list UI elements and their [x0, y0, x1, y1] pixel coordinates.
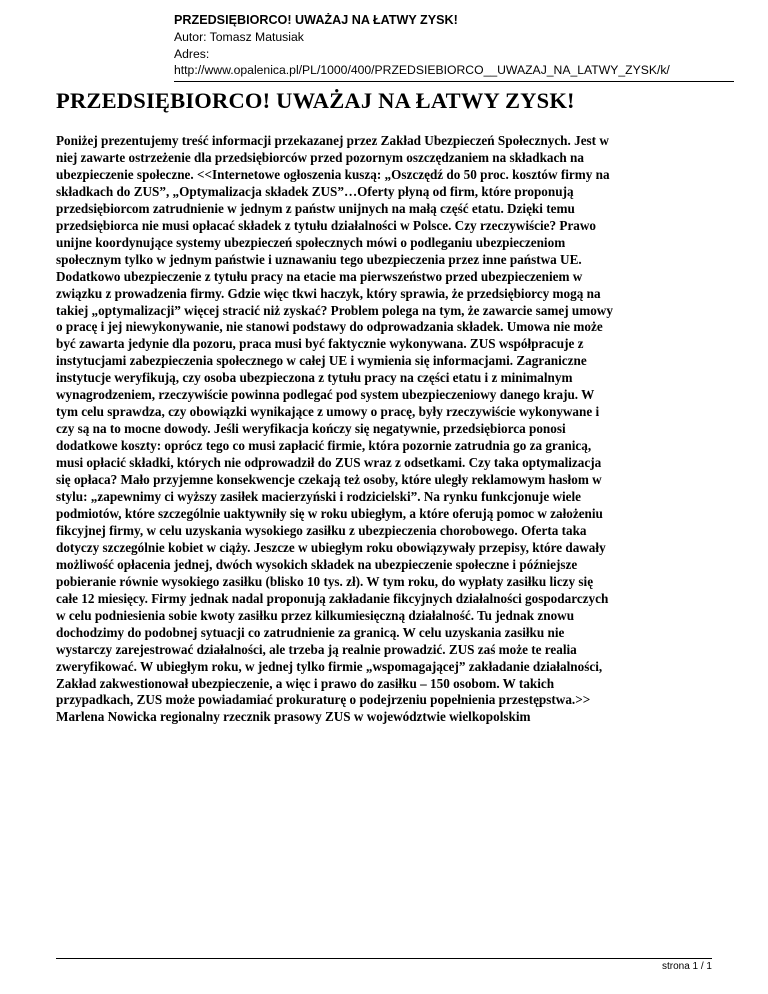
- article-line: wystarczy zarejestrować działalności, ale trzeba ją realnie prowadzić. ZUS zaś może te realia: [56, 641, 577, 657]
- article-line: całe 12 miesięcy. Firmy jednak nadal proponują zakładanie fikcyjnych działalności gospodarczych: [56, 590, 609, 606]
- article-line: tym celu sprawdza, czy obowiązki wynikające z umowy o pracę, były rzeczywiście wykonywane i: [56, 404, 600, 420]
- article-line: instytucjami zabezpieczenia społecznego w całej UE i wymienia się informacjami. Zagraniczne: [56, 353, 587, 369]
- article-line: Zakład zakwestionował ubezpieczenie, a więc i prawo do zasiłku – 150 osobom. W takich: [56, 675, 555, 691]
- article-line: niej zawarte ostrzeżenie dla przedsiębiorców przed pozornym oszczędzaniem na składkach na: [56, 149, 584, 165]
- article-line: fikcyjnej firmy, w celu uzyskania wysokiego zasiłku z ubezpieczenia chorobowego. Oferta taka: [56, 522, 587, 538]
- article-line: ubezpieczenie społeczne. <<Internetowe ogłoszenia kuszą: „Oszczędź do 50 proc. kosztów firmy na: [56, 166, 610, 182]
- document-header: [174, 12, 734, 82]
- article-line: pobieranie równie wysokiego zasiłku (blisko 10 tys. zł). W tym roku, do wypłaty zasiłku liczy się: [56, 573, 594, 589]
- header-address-label: Adres:: [174, 46, 210, 61]
- article-line: dotyczy szczególnie kobiet w ciąży. Jeszcze w ubiegłym roku obowiązywały przepisy, które dawały: [56, 539, 606, 555]
- article-line: w celu podniesienia sobie kwoty zasiłku przez kilkumiesięczną działalność. Tu jednak znowu: [56, 607, 575, 623]
- footer-divider: [56, 958, 712, 959]
- article-line: możliwość opłacenia jednej, dwóch wysokich składek na ubezpieczenie społeczne i późniejsze: [56, 556, 578, 572]
- article-line: stylu: „zapewnimy ci wyższy zasiłek macierzyński i rodzicielski”. Na rynku funkcjonuje wiele: [56, 489, 582, 505]
- article-line: Poniżej prezentujemy treść informacji przekazanej przez Zakład Ubezpieczeń Społecznych. Jest w: [56, 133, 609, 148]
- header-url[interactable]: http://www.opalenica.pl/PL/1000/400/PRZEDSIEBIORCO__UWAZAJ_NA_LATWY_ZYSK/k/: [174, 63, 670, 78]
- header-author: Autor: Tomasz Matusiak: [174, 29, 304, 44]
- article-line: musi opłacić składki, których nie odprowadził do ZUS wraz z odsetkami. Czy taka optymalizacja: [56, 455, 602, 471]
- header-title: PRZEDSIĘBIORCO! UWAŻAJ NA ŁATWY ZYSK!: [174, 13, 458, 27]
- article-line: Dodatkowo ubezpieczenie z tytułu pracy na etacie ma pierwszeństwo przed ubezpieczeniem w: [56, 268, 583, 284]
- article-line: przedsiębiorca nie musi opłacać składek z tytułu działalności w Polsce. Czy rzeczywiście? Prawo: [56, 217, 597, 233]
- article-line: o pracę i jej niewykonywanie, nie stanowi podstawy do odprowadzania składek. Umowa nie może: [56, 319, 603, 335]
- article-line: przedsiębiorcom zatrudnienie w jednym z państw unijnych na małą część etatu. Dzięki temu: [56, 200, 575, 216]
- article-line: związku z prowadzenia firmy. Gdzie więc tkwi haczyk, który sprawia, że przedsiębiorcy mogą na: [56, 285, 601, 301]
- article-line: się opłaca? Mało przyjemne konsekwencje czekają też osoby, które uległy reklamowym hasłom w: [56, 472, 602, 488]
- article-line: podmiotów, które szczególnie uaktywniły się w roku ubiegłym, a które oferują pomoc w założeniu: [56, 505, 603, 521]
- article-line: takiej „optymalizacji” więcej stracić niż zyskać? Problem polega na tym, że zawarcie samej umowy: [56, 302, 613, 318]
- article-line: zweryfikować. W ubiegłym roku, w jednej tylko firmie „wspomagającej” zakładanie działalności,: [56, 658, 603, 674]
- article-line: Marlena Nowicka regionalny rzecznik prasowy ZUS w województwie wielkopolskim: [56, 709, 531, 725]
- article-line: dochodzimy do podobnej sytuacji co zatrudnienie za granicą. W celu uzyskania zasiłku nie: [56, 624, 565, 640]
- article-title: PRZEDSIĘBIORCO! UWAŻAJ NA ŁATWY ZYSK!: [56, 88, 575, 113]
- article-line: unijne koordynujące systemy ubezpieczeń społecznych mówi o podleganiu ubezpieczeniom: [56, 234, 566, 250]
- article-line: wynagrodzeniem, rzeczywiście powinna podlegać pod system ubezpieczeniowy danego kraju. W: [56, 387, 595, 403]
- article-body: [56, 133, 716, 726]
- article-line: składkach do ZUS”, „Optymalizacja składek ZUS”…Oferty płyną od firm, które proponują: [56, 183, 574, 199]
- article-line: społecznym tylko w jednym państwie i uznawaniu tego ubezpieczenia przez inne państwa UE.: [56, 251, 582, 267]
- article-line: przypadkach, ZUS może powiadamiać prokuraturę o podejrzeniu popełnienia przestępstwa.>>: [56, 692, 591, 708]
- page-number: strona 1 / 1: [661, 961, 712, 972]
- article-line: dodatkowe koszty: oprócz tego co musi zapłacić firmie, która pozornie zatrudnia go za granicą,: [56, 438, 592, 454]
- article-line: czy są na to mocne dowody. Jeśli weryfikacja kończy się negatywnie, przedsiębiorca ponosi: [56, 421, 566, 437]
- article-line: instytucje weryfikują, czy osoba ubezpieczona z tytułu pracy na części etatu i z minimalnym: [56, 370, 573, 386]
- article-line: być zawarta jedynie dla pozoru, praca musi być faktycznie wykonywana. ZUS współpracuje z: [56, 336, 584, 352]
